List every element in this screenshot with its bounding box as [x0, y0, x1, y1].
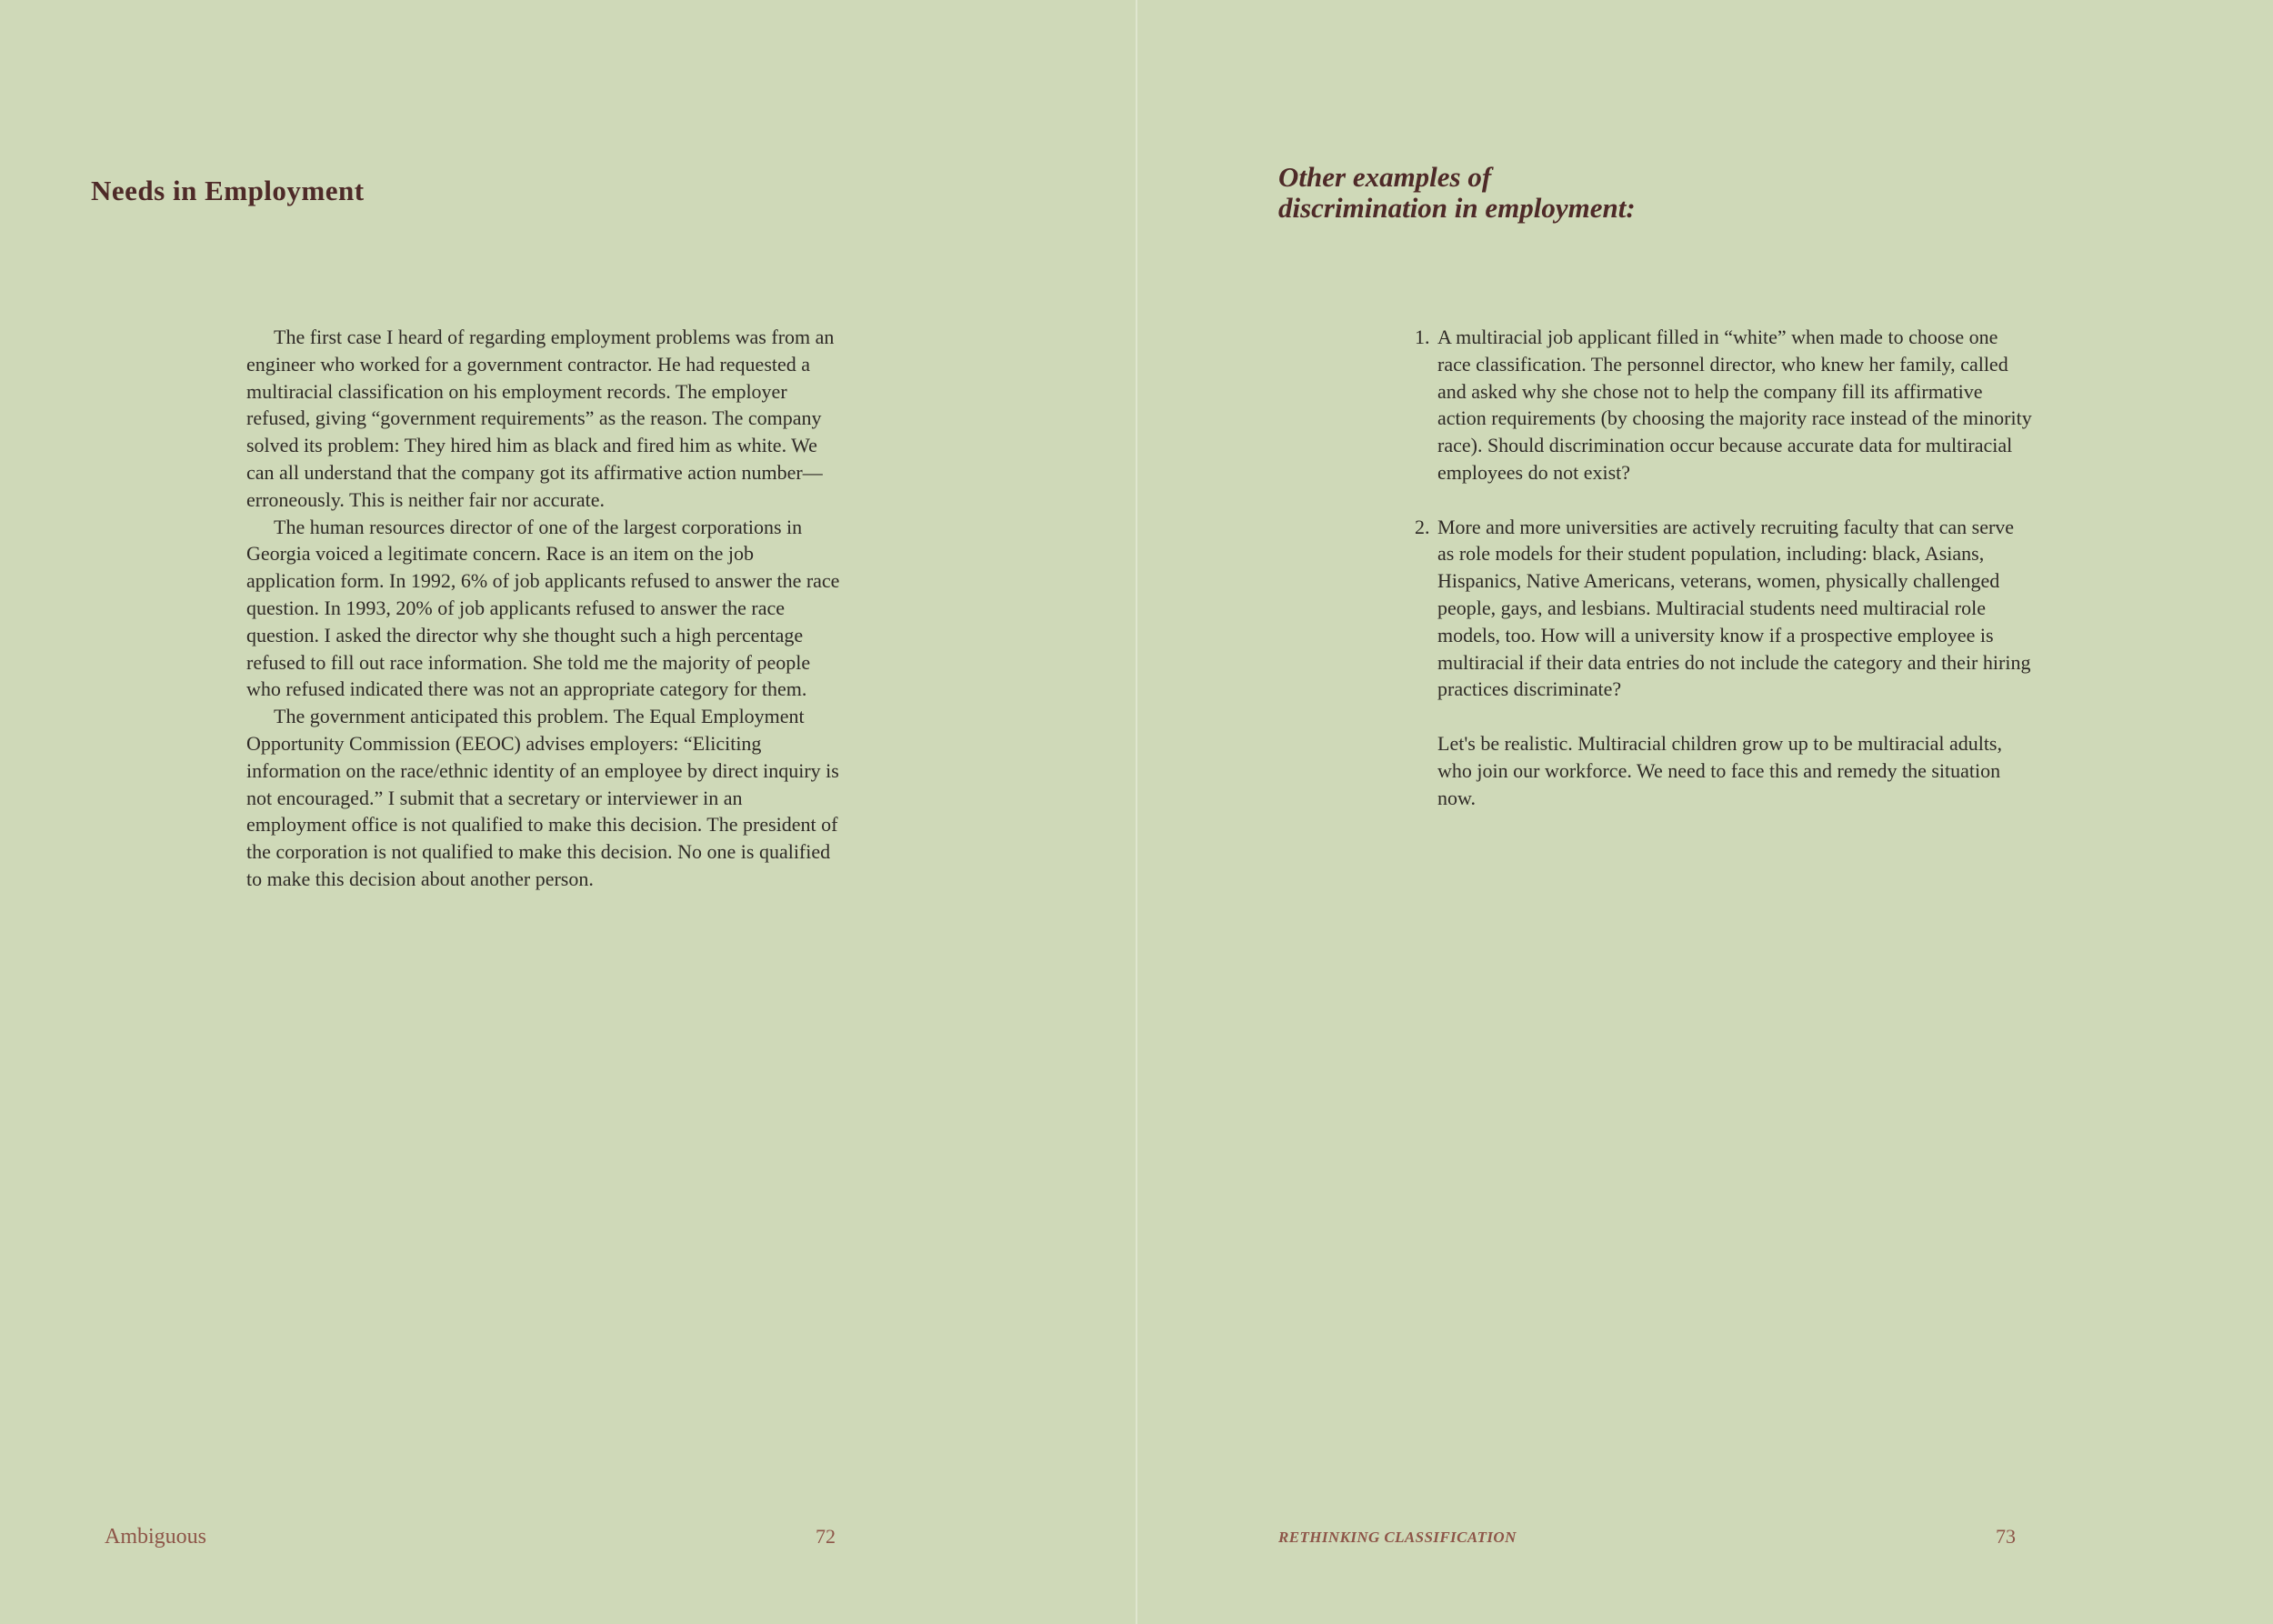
- running-footer-title: Ambiguous: [105, 1525, 207, 1549]
- list-number: 2.: [1415, 515, 1430, 538]
- list-number: 1.: [1415, 326, 1430, 348]
- body-text: [246, 324, 846, 893]
- list-item-text: A multiracial job applicant filled in “white” when made to choose one race classification. The personnel director, who knew her family, called and asked why she chose not to help the company fill its affirmative action requirements (by choosing the majority race instead of the minority race). Should discrimination occur because accurate data for multiracial employees do not exist?: [1437, 326, 2032, 484]
- section-heading-line: Other examples of: [1278, 161, 1492, 193]
- paragraph: The first case I heard of regarding employment problems was from an engineer who worked for a government contractor. He had requested a multiracial classification on his employment records. The employer refused, giving “government requirements” as the reason. The company solved its problem: They hired him as black and fired him as white. We can all understand that the company got its affirmative action number—erroneously. This is neither fair nor accurate.: [246, 326, 835, 511]
- closing-paragraph: Let's be realistic. Multiracial children grow up to be multiracial adults, who join our workforce. We need to face this and remedy the situation now.: [1437, 731, 2002, 809]
- list-item: [1415, 514, 2033, 704]
- right-page: [1137, 0, 2273, 1624]
- page-heading: Needs in Employment: [91, 175, 365, 206]
- paragraph: The government anticipated this problem. The Equal Employment Opportunity Commission (EEOC) advises employers: “Eliciting information on the race/ethnic identity of an employee by direct inquiry is not encouraged.” I submit that a secretary or interviewer in an employment office is not qualified to make this decision. The president of the corporation is not qualified to make this decision. No one is qualified to make this decision about another person.: [246, 705, 839, 890]
- section-heading-line: discrimination in employment:: [1278, 192, 1636, 224]
- left-page: [0, 0, 1136, 1624]
- paragraph: The human resources director of one of the largest corporations in Georgia voiced a legitimate concern. Race is an item on the job application form. In 1992, 6% of job applicants refused to answer the race question. In 1993, 20% of job applicants refused to answer the race question. I asked the director why she thought such a high percentage refused to fill out race information. She told me the majority of people who refused indicated there was not an appropriate category for them.: [246, 515, 840, 701]
- section-heading: [1278, 162, 1636, 224]
- page-number: 72: [816, 1525, 836, 1548]
- list-item-text: More and more universities are actively recruiting faculty that can serve as role models for their student population, including: black, Asians, Hispanics, Native Americans, veterans, women, physically challenged people, gays, and lesbians. Multiracial students need multiracial role models, too. How will a university know if a prospective employee is multiracial if their data entries do not include the category and their hiring practices discriminate?: [1437, 515, 2031, 701]
- examples-list: [1415, 324, 2033, 811]
- list-item: [1415, 324, 2033, 486]
- running-footer-title: RETHINKING CLASSIFICATION: [1278, 1529, 1517, 1546]
- page-number: 73: [1996, 1525, 2016, 1548]
